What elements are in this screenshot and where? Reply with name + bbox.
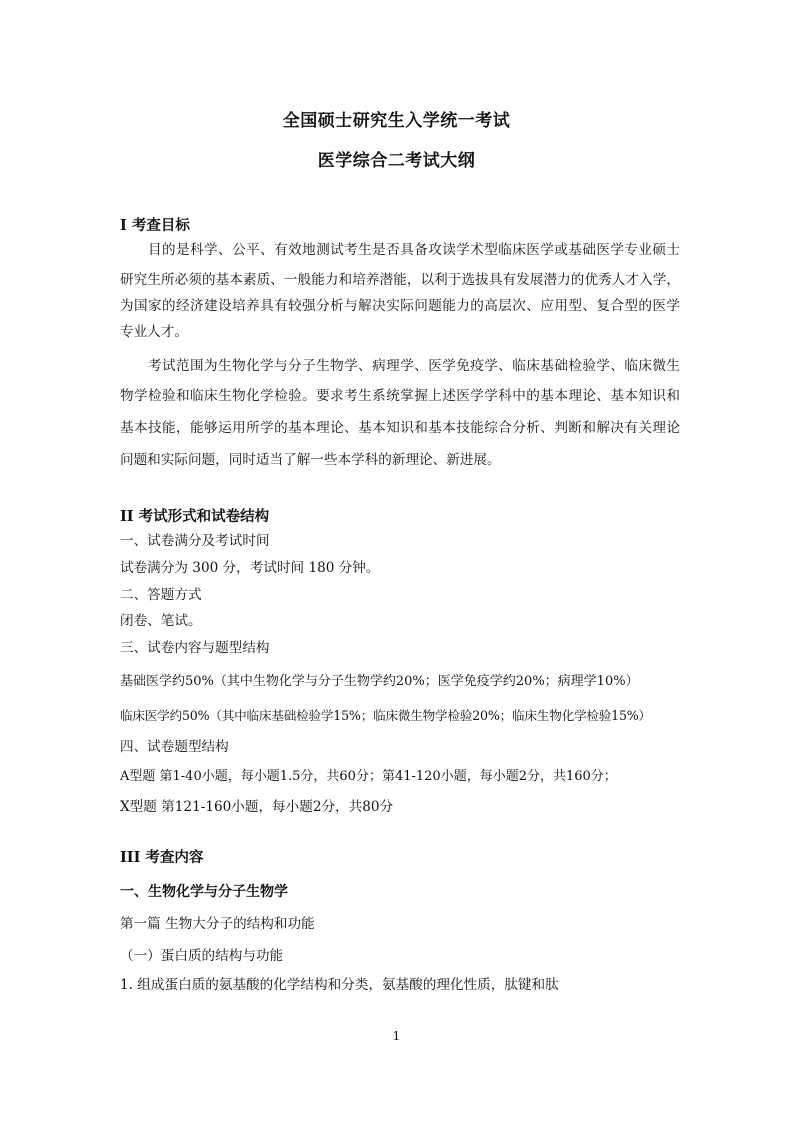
paragraph-line: 问题和实际问题，同时适当了解一些本学科的新理论、新进展。 — [120, 452, 501, 468]
section-heading-content: III 考查内容 — [120, 849, 204, 866]
page-number: 1 — [392, 1029, 401, 1043]
list-line: 1. 组成蛋白质的氨基酸的化学结构和分类，氨基酸的理化性质，肽键和肽 — [120, 977, 559, 993]
list-line: 四、试卷题型结构 — [120, 739, 229, 755]
list-line: A型题 第1-40小题，每小题1.5分，共60分；第41-120小题，每小题2分，共160分； — [120, 769, 617, 784]
document-subtitle: 医学综合二考试大纲 — [317, 151, 476, 171]
list-line: （一）蛋白质的结构与功能 — [120, 948, 284, 964]
paragraph-line: 目的是科学、公平、有效地测试考生是否具备攻读学术型临床医学或基础医学专业硕士 — [148, 242, 680, 258]
document-title: 全国硕士研究生入学统一考试 — [282, 111, 511, 131]
list-line: 试卷满分为 300 分，考试时间 180 分钟。 — [120, 560, 380, 576]
subsection-heading: 一、生物化学与分子生物学 — [120, 884, 288, 900]
paragraph-line: 专业人才。 — [120, 324, 188, 340]
paragraph-line: 考试范围为生物化学与分子生物学、病理学、医学免疫学、临床基础检验学、临床微生 — [148, 358, 680, 374]
list-line: 一、试卷满分及考试时间 — [120, 533, 270, 549]
list-line: 临床医学约50%（其中临床基础检验学15%；临床微生物学检验20%；临床生物化学检验15%） — [120, 708, 651, 723]
paragraph-line: 物学检验和临床生物化学检验。要求考生系统掌握上述医学学科中的基本理论、基本知识和 — [120, 388, 680, 404]
list-line: 二、答题方式 — [120, 587, 202, 603]
list-line: X型题 第121-160小题，每小题2分，共80分 — [120, 799, 394, 815]
list-line: 第一篇 生物大分子的结构和功能 — [120, 916, 315, 932]
list-line: 闭卷、笔试。 — [120, 613, 202, 629]
paragraph-line: 为国家的经济建设培养具有较强分析与解决实际问题能力的高层次、应用型、复合型的医学 — [120, 298, 680, 314]
paragraph-line: 研究生所必须的基本素质、一般能力和培养潜能，以利于选拔具有发展潜力的优秀人才入学， — [120, 272, 680, 288]
list-line: 基础医学约50%（其中生物化学与分子生物学约20%；医学免疫学约20%；病理学10%） — [120, 674, 639, 689]
section-heading-format: II 考试形式和试卷结构 — [120, 508, 270, 525]
paragraph-line: 基本技能，能够运用所学的基本理论、基本知识和基本技能综合分析、判断和解决有关理论 — [120, 420, 680, 436]
list-line: 三、试卷内容与题型结构 — [120, 640, 270, 656]
section-heading-objectives: I 考查目标 — [120, 217, 190, 234]
